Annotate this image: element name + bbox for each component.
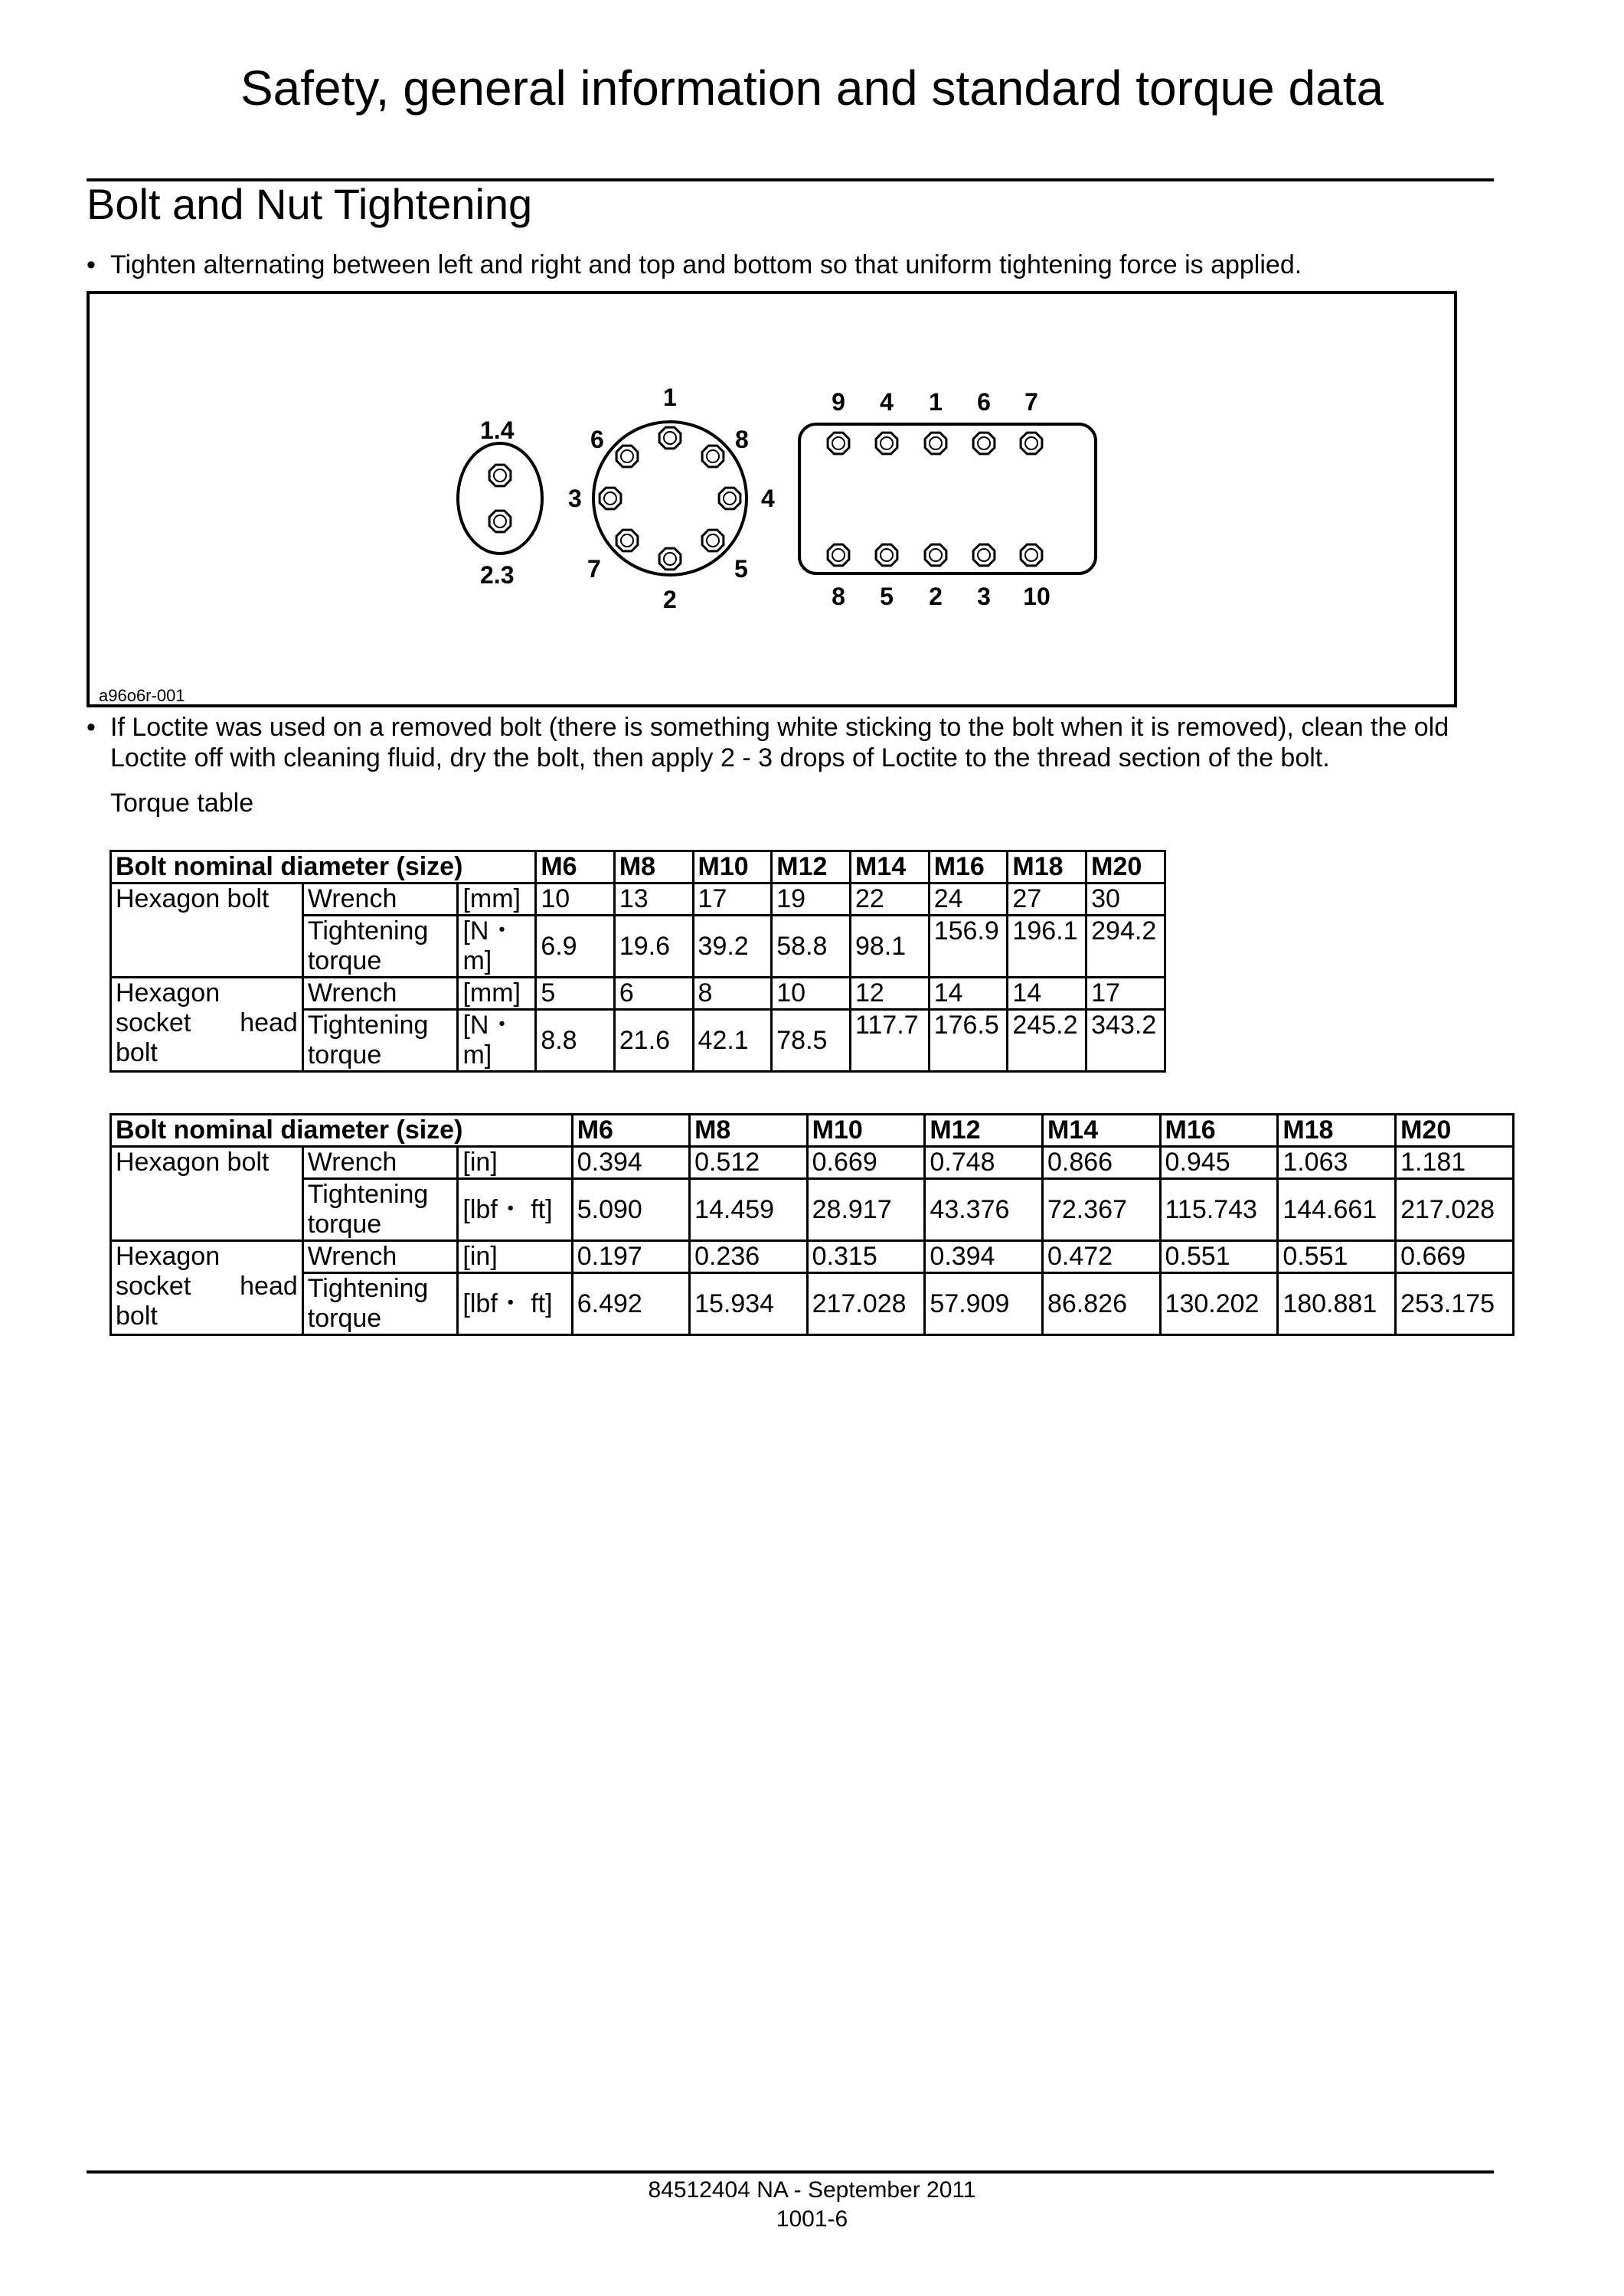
bolt-head-icon xyxy=(616,530,638,551)
bolt-label: 2 xyxy=(663,586,677,613)
value-cell: 0.394 xyxy=(925,1241,1043,1273)
size-cell: M20 xyxy=(1086,851,1165,883)
value-cell: 6.9 xyxy=(536,916,615,978)
value-cell: 217.028 xyxy=(1396,1179,1514,1241)
tightening-order-figure xyxy=(87,291,1457,707)
bolt-label: 1.4 xyxy=(480,416,515,444)
bolt-type-cell: Hexagon socket head bolt xyxy=(111,1241,303,1335)
item-cell: Tightening torque xyxy=(302,916,458,978)
footer-doc-id: 84512404 NA - September 2011 xyxy=(648,2177,976,2203)
value-cell: 58.8 xyxy=(772,916,851,978)
item-cell: Wrench xyxy=(302,978,458,1010)
bolt-label: 2.3 xyxy=(480,561,515,589)
table-row xyxy=(111,1147,1514,1179)
bolt-label: 6 xyxy=(590,426,604,453)
value-cell: 22 xyxy=(850,883,929,916)
value-cell: 15.934 xyxy=(690,1273,808,1335)
bolt-head-icon xyxy=(925,433,946,454)
torque-table-metric xyxy=(109,850,1166,1073)
unit-cell: [mm] xyxy=(458,978,536,1010)
unit-cell: [lbf・ ft] xyxy=(458,1179,572,1241)
value-cell: 130.202 xyxy=(1160,1273,1278,1335)
size-cell: M8 xyxy=(614,851,693,883)
value-cell: 1.181 xyxy=(1396,1147,1514,1179)
unit-cell: [N・m] xyxy=(458,1010,536,1072)
size-cell: M12 xyxy=(925,1115,1043,1147)
bolt-label: 3 xyxy=(977,583,991,610)
value-cell: 30 xyxy=(1086,883,1165,916)
value-cell: 5.090 xyxy=(572,1179,689,1241)
value-cell: 253.175 xyxy=(1396,1273,1514,1335)
bolt-label: 5 xyxy=(880,583,894,610)
bolt-label: 6 xyxy=(977,388,991,416)
size-cell: M8 xyxy=(690,1115,808,1147)
size-header: Bolt nominal diameter (size) xyxy=(111,851,536,883)
table-row xyxy=(111,978,1165,1010)
value-cell: 19.6 xyxy=(614,916,693,978)
bolt-head-icon xyxy=(489,465,511,486)
unit-cell: [lbf・ ft] xyxy=(458,1273,572,1335)
value-cell: 27 xyxy=(1008,883,1086,916)
value-cell: 13 xyxy=(614,883,693,916)
size-cell: M10 xyxy=(693,851,772,883)
value-cell: 43.376 xyxy=(925,1179,1043,1241)
table-caption: Torque table xyxy=(110,789,254,818)
value-cell: 42.1 xyxy=(693,1010,772,1072)
value-cell: 0.197 xyxy=(572,1241,689,1273)
bolt-type-cell: Hexagon bolt xyxy=(111,883,303,978)
size-header: Bolt nominal diameter (size) xyxy=(111,1115,573,1147)
size-cell: M12 xyxy=(772,851,851,883)
value-cell: 17 xyxy=(1086,978,1165,1010)
size-cell: M20 xyxy=(1396,1115,1514,1147)
value-cell: 8.8 xyxy=(536,1010,615,1072)
value-cell: 0.551 xyxy=(1160,1241,1278,1273)
bolt-label: 2 xyxy=(929,583,943,610)
bolt-label: 3 xyxy=(568,485,582,512)
bullet-dot: • xyxy=(87,250,96,279)
bolt-head-icon xyxy=(719,488,740,509)
bolt-head-icon xyxy=(600,488,621,509)
bullet-text: If Loctite was used on a removed bolt (there is something white sticking to the bolt when it is removed), clean the old Loctite off with cleaning fluid, dry the bolt, then apply 2 - 3 drops of Loctite to the thread section of the bolt. xyxy=(110,713,1449,772)
bolt-label: 8 xyxy=(832,583,845,610)
unit-cell: [N・m] xyxy=(458,916,536,978)
table-header-row xyxy=(111,851,1165,883)
bolt-head-icon xyxy=(702,530,724,551)
bolt-label: 9 xyxy=(832,388,845,416)
size-cell: M16 xyxy=(1160,1115,1278,1147)
value-cell: 57.909 xyxy=(925,1273,1043,1335)
bullet-text: Tighten alternating between left and right and top and bottom so that uniform tightening force is applied. xyxy=(110,250,1302,279)
unit-cell: [in] xyxy=(458,1241,572,1273)
bolt-head-icon xyxy=(1021,544,1042,566)
value-cell: 19 xyxy=(772,883,851,916)
item-cell: Wrench xyxy=(302,1241,458,1273)
value-cell: 14.459 xyxy=(690,1179,808,1241)
value-cell: 196.1 xyxy=(1008,916,1086,978)
size-cell: M18 xyxy=(1008,851,1086,883)
bolt-head-icon xyxy=(876,544,897,566)
bolt-head-icon xyxy=(925,544,946,566)
value-cell: 28.917 xyxy=(807,1179,925,1241)
value-cell: 17 xyxy=(693,883,772,916)
value-cell: 0.945 xyxy=(1160,1147,1278,1179)
value-cell: 0.669 xyxy=(1396,1241,1514,1273)
value-cell: 72.367 xyxy=(1042,1179,1160,1241)
value-cell: 12 xyxy=(850,978,929,1010)
value-cell: 144.661 xyxy=(1278,1179,1396,1241)
value-cell: 0.669 xyxy=(807,1147,925,1179)
footer-rule xyxy=(87,2170,1494,2174)
value-cell: 10 xyxy=(536,883,615,916)
unit-cell: [in] xyxy=(458,1147,572,1179)
item-cell: Tightening torque xyxy=(302,1010,458,1072)
table-row xyxy=(111,1241,1514,1273)
value-cell: 0.315 xyxy=(807,1241,925,1273)
bolt-label: 7 xyxy=(1024,388,1038,416)
bolt-label: 1 xyxy=(929,388,943,416)
bullet-dot: • xyxy=(87,713,96,742)
value-cell: 14 xyxy=(929,978,1008,1010)
tightening-order-diagram xyxy=(90,294,1454,704)
value-cell: 6 xyxy=(614,978,693,1010)
value-cell: 0.472 xyxy=(1042,1241,1160,1273)
bolt-label: 1 xyxy=(663,384,677,411)
bolt-label: 10 xyxy=(1023,583,1051,610)
bolt-head-icon xyxy=(489,511,511,532)
bolt-head-icon xyxy=(702,446,724,467)
size-cell: M6 xyxy=(572,1115,689,1147)
table-row xyxy=(111,883,1165,916)
section-title: Bolt and Nut Tightening xyxy=(87,180,533,228)
bolt-label: 4 xyxy=(761,485,775,512)
bolt-type-cell: Hexagon bolt xyxy=(111,1147,303,1241)
size-cell: M16 xyxy=(929,851,1008,883)
bolt-head-icon xyxy=(828,544,849,566)
value-cell: 86.826 xyxy=(1042,1273,1160,1335)
value-cell: 156.9 xyxy=(929,916,1008,978)
value-cell: 21.6 xyxy=(614,1010,693,1072)
value-cell: 10 xyxy=(772,978,851,1010)
value-cell: 180.881 xyxy=(1278,1273,1396,1335)
table-row xyxy=(111,1273,1514,1335)
bolt-head-icon xyxy=(659,427,681,449)
value-cell: 0.551 xyxy=(1278,1241,1396,1273)
table-header-row xyxy=(111,1115,1514,1147)
value-cell: 294.2 xyxy=(1086,916,1165,978)
value-cell: 24 xyxy=(929,883,1008,916)
value-cell: 0.748 xyxy=(925,1147,1043,1179)
unit-cell: [mm] xyxy=(458,883,536,916)
bolt-head-icon xyxy=(828,433,849,454)
value-cell: 117.7 xyxy=(850,1010,929,1072)
value-cell: 39.2 xyxy=(693,916,772,978)
bolt-label: 5 xyxy=(734,555,748,583)
value-cell: 0.236 xyxy=(690,1241,808,1273)
bolt-head-icon xyxy=(659,548,681,570)
value-cell: 78.5 xyxy=(772,1010,851,1072)
value-cell: 14 xyxy=(1008,978,1086,1010)
size-cell: M14 xyxy=(1042,1115,1160,1147)
value-cell: 176.5 xyxy=(929,1010,1008,1072)
figure-id: a96o6r-001 xyxy=(99,686,185,705)
item-cell: Tightening torque xyxy=(302,1179,458,1241)
value-cell: 0.866 xyxy=(1042,1147,1160,1179)
bolt-head-icon xyxy=(973,433,995,454)
value-cell: 217.028 xyxy=(807,1273,925,1335)
bolt-label: 7 xyxy=(587,555,601,583)
bolt-head-icon xyxy=(973,544,995,566)
size-cell: M10 xyxy=(807,1115,925,1147)
value-cell: 5 xyxy=(536,978,615,1010)
bolt-head-icon xyxy=(616,446,638,467)
item-cell: Tightening torque xyxy=(302,1273,458,1335)
value-cell: 115.743 xyxy=(1160,1179,1278,1241)
page-title: Safety, general information and standard torque data xyxy=(240,60,1384,116)
value-cell: 8 xyxy=(693,978,772,1010)
value-cell: 343.2 xyxy=(1086,1010,1165,1072)
size-cell: M6 xyxy=(536,851,615,883)
bolt-head-icon xyxy=(1021,433,1042,454)
torque-table-imperial xyxy=(109,1113,1515,1336)
bolt-type-cell: Hexagon socket head bolt xyxy=(111,978,303,1072)
value-cell: 6.492 xyxy=(572,1273,689,1335)
bolt-label: 4 xyxy=(880,388,894,416)
bolt-head-icon xyxy=(876,433,897,454)
value-cell: 245.2 xyxy=(1008,1010,1086,1072)
bolt-label: 8 xyxy=(735,426,749,453)
size-cell: M14 xyxy=(850,851,929,883)
footer-page-number: 1001-6 xyxy=(776,2206,848,2232)
item-cell: Wrench xyxy=(302,883,458,916)
value-cell: 98.1 xyxy=(850,916,929,978)
value-cell: 0.512 xyxy=(690,1147,808,1179)
value-cell: 0.394 xyxy=(572,1147,689,1179)
value-cell: 1.063 xyxy=(1278,1147,1396,1179)
item-cell: Wrench xyxy=(302,1147,458,1179)
size-cell: M18 xyxy=(1278,1115,1396,1147)
table-row xyxy=(111,1179,1514,1241)
